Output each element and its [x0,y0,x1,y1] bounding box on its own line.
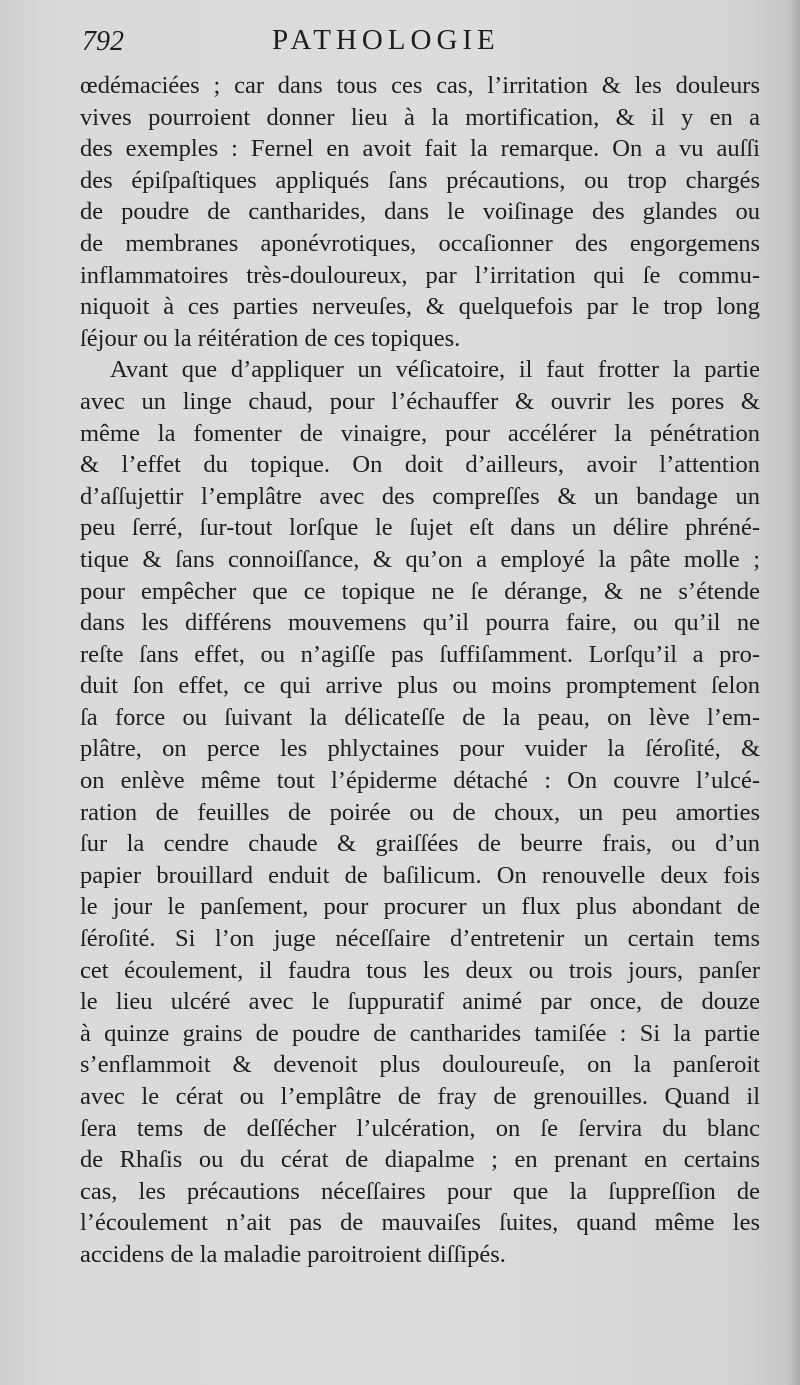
text-line: même la fomenter de vinaigre, pour accélérer la pénétration [80,419,760,447]
text-line: ſera tems de deſſécher l’ulcération, on ſe ſervira du blanc [80,1114,760,1142]
text-line: & l’effet du topique. On doit d’ailleurs, avoir l’attention [80,451,760,479]
text-line: de membranes aponévrotiques, occaſionner des engorgemens [80,229,760,257]
text-line: vives pourroient donner lieu à la mortification, & il y en a [80,103,760,131]
body-text [80,70,760,1271]
text-line: on enlève même tout l’épiderme détaché : On couvre l’ulcé- [80,767,760,795]
text-line: pour empêcher que ce topique ne ſe dérange, & ne s’étende [80,577,760,605]
text-line: accidens de la maladie paroitroient diſſipés. [80,1240,506,1268]
text-line: des épiſpaſtiques appliqués ſans précautions, ou trop chargés [80,166,760,194]
text-line: le lieu ulcéré avec le ſuppuratif animé par once, de douze [80,988,760,1016]
text-line: plâtre, on perce les phlyctaines pour vuider la ſéroſité, & [80,735,760,763]
text-line: d’aſſujettir l’emplâtre avec des compreſſes & un bandage un [80,482,760,510]
text-line: de poudre de cantharides, dans le voiſinage des glandes ou [80,198,760,226]
text-line: de Rhaſis ou du cérat de diapalme ; en prenant en certains [80,1146,760,1174]
text-line: des exemples : Fernel en avoit fait la remarque. On a vu auſſi [80,135,760,163]
text-line: duit ſon effet, ce qui arrive plus ou moins promptement ſelon [80,672,760,700]
text-line: niquoit à ces parties nerveuſes, & quelquefois par le trop long [80,293,760,321]
text-line: ſur la cendre chaude & graiſſées de beurre frais, ou d’un [80,830,760,858]
text-line: le jour le panſement, pour procurer un flux plus abondant de [80,893,760,921]
running-title: PATHOLOGIE [272,24,500,56]
text-line: à quinze grains de poudre de cantharides tamiſée : Si la partie [80,1019,760,1047]
text-line: papier brouillard enduit de baſilicum. On renouvelle deux fois [80,861,760,889]
page-edge-shadow [786,0,800,1385]
text-line: tique & ſans connoiſſance, & qu’on a employé la pâte molle ; [80,545,760,573]
text-line: Avant que d’appliquer un véſicatoire, il faut frotter la partie [110,356,760,384]
text-line: s’enflammoit & devenoit plus douloureuſe, on la panſeroit [80,1051,760,1079]
page-number: 792 [82,26,124,57]
text-line: ſéjour ou la réitération de ces topiques. [80,324,461,352]
text-line: ration de feuilles de poirée ou de choux, un peu amorties [80,798,760,826]
page-header [82,22,772,58]
text-line: cas, les précautions néceſſaires pour que la ſuppreſſion de [80,1177,760,1205]
text-line: ſéroſité. Si l’on juge néceſſaire d’entretenir un certain tems [80,925,760,953]
text-line: peu ſerré, ſur-tout lorſque le ſujet eſt dans un délire phréné- [80,514,760,542]
text-line: inflammatoires très-douloureux, par l’irritation qui ſe commu- [80,261,760,289]
text-line: reſte ſans effet, ou n’agiſſe pas ſuffiſamment. Lorſqu’il a pro- [80,640,760,668]
text-line: cet écoulement, il faudra tous les deux ou trois jours, panſer [80,956,760,984]
text-line: ſa force ou ſuivant la délicateſſe de la peau, on lève l’em- [80,703,760,731]
text-line: dans les différens mouvemens qu’il pourra faire, ou qu’il ne [80,609,760,637]
text-line: l’écoulement n’ait pas de mauvaiſes ſuites, quand même les [80,1209,760,1237]
text-line: avec le cérat ou l’emplâtre de fray de grenouilles. Quand il [80,1083,760,1110]
text-line: avec un linge chaud, pour l’échauffer & ouvrir les pores & [80,387,760,415]
text-line: œdémaciées ; car dans tous ces cas, l’irritation & les douleurs [80,72,760,99]
